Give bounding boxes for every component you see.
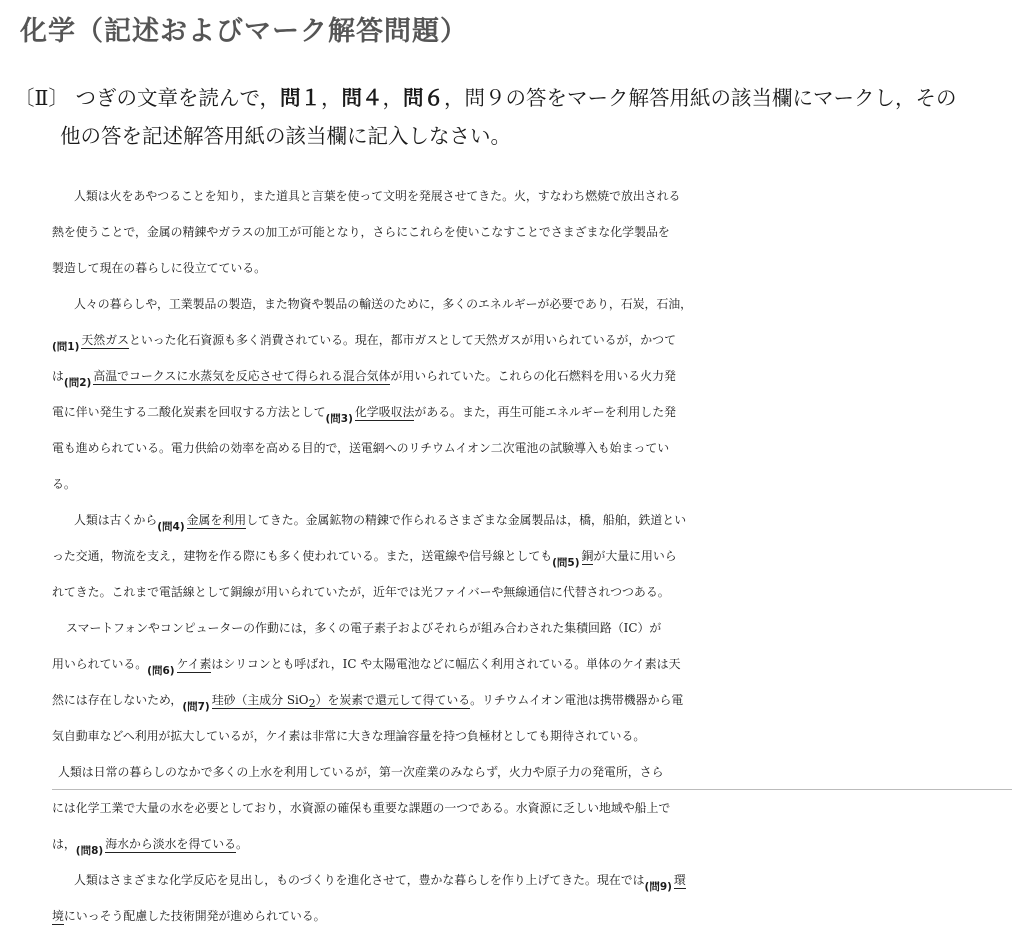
passage-line: 人類は火をあやつることを知り，また道具と言葉を使って文明を発展させてきた。火，すなわち燃焼で放出される (74, 189, 681, 203)
passage-line: 境にいっそう配慮した技術開発が進められている。 (52, 909, 326, 923)
passage-line: 電に伴い発生する二酸化炭素を回収する方法として(問3) 化学吸収法がある。また，再生可能エネルギーを利用した発 (52, 405, 676, 425)
underlined-term-4: 金属を利用 (186, 513, 247, 527)
question-ref-1: 問１ (280, 86, 322, 110)
underlined-term-7: 珪砂（主成分 SiO2）を炭素で還元して得ている (211, 693, 471, 710)
scan-divider (52, 789, 1012, 790)
passage (52, 178, 1012, 934)
instruction-line-2: 他の答を記述解答用紙の該当欄に記入しなさい。 (60, 124, 511, 148)
passage-line: 人類は古くから(問4) 金属を利用してきた。金属鉱物の精錬で作られるさまざまな金属製品は，橋，船舶，鉄道とい (74, 513, 687, 533)
underlined-term-9-cont: 境 (52, 909, 64, 923)
passage-line: 製造して現在の暮らしに役立てている。 (52, 261, 267, 275)
passage-line: には化学工業で大量の水を必要としており，水資源の確保も重要な課題の一つである。水資源に乏しい地域や船上で (52, 801, 671, 815)
question-ref-6: 問６ (403, 86, 445, 110)
question-marker-2: (問2) (63, 377, 92, 389)
passage-line: 電も進められている。電力供給の効率を高める目的で，送電網へのリチウムイオン二次電池の試験導入も始まってい (52, 441, 670, 455)
page-title: 化学（記述およびマーク解答問題） (20, 16, 468, 47)
question-marker-1: (問1) (52, 341, 80, 353)
passage-line: は(問2) 高温でコークスに水蒸気を反応させて得られる混合気体が用いられていた。これらの化石燃料を用いる火力発 (52, 369, 676, 389)
question-marker-7: (問7) (182, 701, 210, 713)
instruction-line-1: 〔Ⅱ〕 つぎの文章を読んで，問１，問４，問６，問９の答をマーク解答用紙の該当欄にマークし，その (14, 86, 957, 110)
passage-line: 人類はさまざまな化学反応を見出し，ものづくりを進化させて，豊かな暮らしを作り上げてきた。現在では(問9) 環 (74, 873, 686, 893)
passage-line: 用いられている。(問6) ケイ素はシリコンとも呼ばれ，IC や太陽電池などに幅広く利用されている。単体のケイ素は天 (52, 657, 681, 677)
passage-line: (問1) 天然ガスといった化石資源も多く消費されている。現在，都市ガスとして天然ガスが用いられているが，かつて (52, 333, 676, 353)
question-marker-8: (問8) (75, 845, 104, 857)
underlined-term-5: 銅 (581, 549, 594, 563)
question-marker-6: (問6) (147, 665, 175, 677)
underlined-term-2: 高温でコークスに水蒸気を反応させて得られる混合気体 (93, 369, 391, 383)
passage-line: スマートフォンやコンピューターの作動には，多くの電子素子およびそれらが組み合わされた集積回路（IC）が (66, 621, 662, 635)
question-ref-4: 問４ (341, 86, 383, 110)
passage-line: 人類は日常の暮らしのなかで多くの上水を利用しているが，第一次産業のみならず，火力や原子力の発電所，さら (58, 765, 664, 779)
passage-line: 人々の暮らしや，工業製品の製造，また物資や製品の輸送のために，多くのエネルギーが必要であり，石炭，石油， (74, 297, 693, 311)
passage-line: は，(問8) 海水から淡水を得ている。 (52, 837, 248, 857)
underlined-term-1: 天然ガス (81, 333, 129, 347)
passage-line: 然には存在しないため，(問7) 珪砂（主成分 SiO2）を炭素で還元して得ている。リチウムイオン電池は携帯機器から電 (52, 693, 684, 713)
question-ref-9: 問９ (464, 86, 506, 110)
passage-line: った交通，物流を支え，建物を作る際にも多く使われている。また，送電線や信号線としても(問5) 銅が大量に用いら (52, 549, 677, 569)
underlined-term-8: 海水から淡水を得ている (105, 837, 237, 851)
passage-line: れてきた。これまで電話線として銅線が用いられていたが，近年では光ファイバーや無線通信に代替されつつある。 (52, 585, 670, 599)
question-marker-5: (問5) (552, 557, 580, 569)
instruction (14, 79, 1014, 155)
passage-line: 気自動車などへ利用が拡大しているが，ケイ素は非常に大きな理論容量を持つ負極材としても期待されている。 (52, 729, 646, 743)
question-marker-4: (問4) (157, 521, 185, 533)
question-marker-9: (問9) (644, 881, 672, 893)
underlined-term-3: 化学吸収法 (354, 405, 415, 419)
passage-line: 熱を使うことで，金属の精錬やガラスの加工が可能となり，さらにこれらを使いこなすことでさまざまな化学製品を (52, 225, 670, 239)
underlined-term-6: ケイ素 (176, 657, 212, 671)
passage-line: る。 (52, 477, 76, 491)
question-marker-3: (問3) (325, 413, 353, 425)
underlined-term-9: 環 (673, 873, 686, 887)
